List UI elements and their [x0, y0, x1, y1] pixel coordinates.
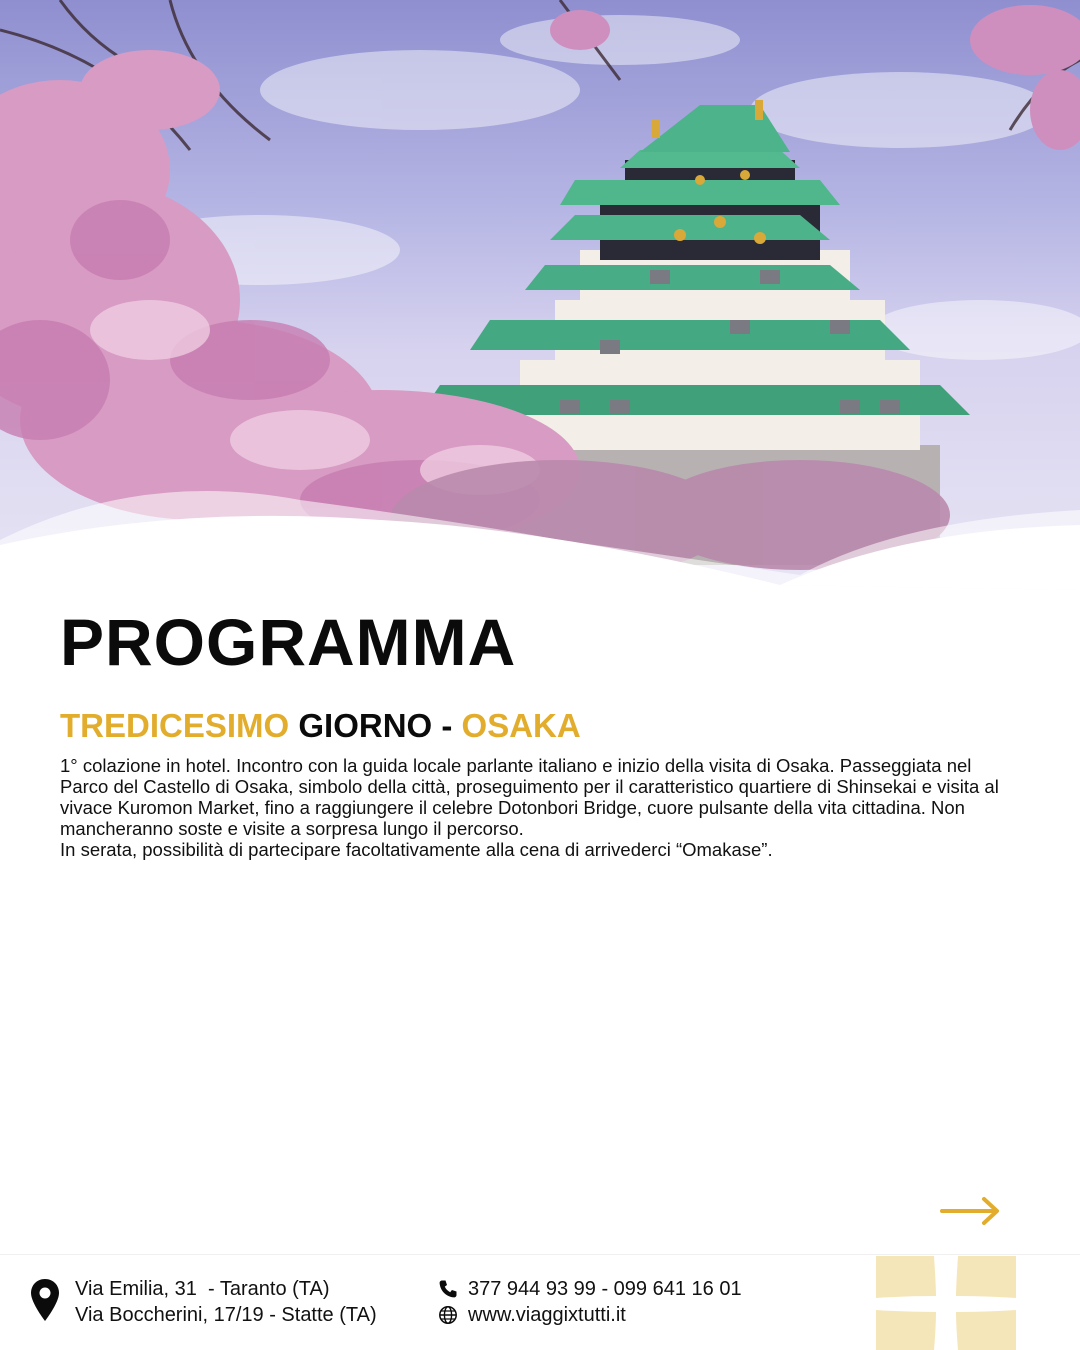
day-separator: -	[441, 707, 453, 744]
globe-icon	[438, 1305, 458, 1325]
hero-image	[0, 0, 1080, 590]
osaka-castle-illustration	[0, 0, 1080, 590]
map-pin-icon	[30, 1278, 60, 1322]
website-link[interactable]: www.viaggixtutti.it	[468, 1304, 626, 1326]
footer-divider	[0, 1254, 1080, 1255]
brand-logo	[876, 1256, 1016, 1350]
day-word: GIORNO	[298, 707, 433, 744]
description-paragraph: 1° colazione in hotel. Incontro con la guida locale parlante italiano e inizio della visita di Osaka. Passeggiata nel Parco del Castello di Osaka, simbolo della città, proseguimento per il caratteristico quartiere di Shinsekai e visita al vivace Kuromon Market, fino a raggiungere il celebre Dotonbori Bridge, cuore pulsante della vita cittadina. Non mancheranno soste e visite a sorpresa lungo il percorso.	[60, 755, 999, 839]
phone-icon	[438, 1279, 458, 1299]
day-heading	[60, 706, 581, 746]
day-ordinal: TREDICESIMO	[60, 707, 290, 744]
footer-contacts	[438, 1276, 742, 1328]
arrow-right-icon[interactable]	[940, 1192, 1002, 1230]
phone-numbers[interactable]: 377 944 93 99 - 099 641 16 01	[468, 1278, 742, 1300]
page-title: PROGRAMMA	[60, 605, 517, 679]
day-city: OSAKA	[461, 707, 581, 744]
day-description	[60, 755, 1020, 860]
address-statte: Via Boccherini, 17/19 - Statte (TA)	[75, 1304, 377, 1326]
address-taranto: Via Emilia, 31 - Taranto (TA)	[75, 1278, 330, 1300]
description-paragraph: In serata, possibilità di partecipare facoltativamente alla cena di arrivederci “Omakase”.	[60, 839, 773, 860]
footer-addresses	[75, 1276, 377, 1328]
